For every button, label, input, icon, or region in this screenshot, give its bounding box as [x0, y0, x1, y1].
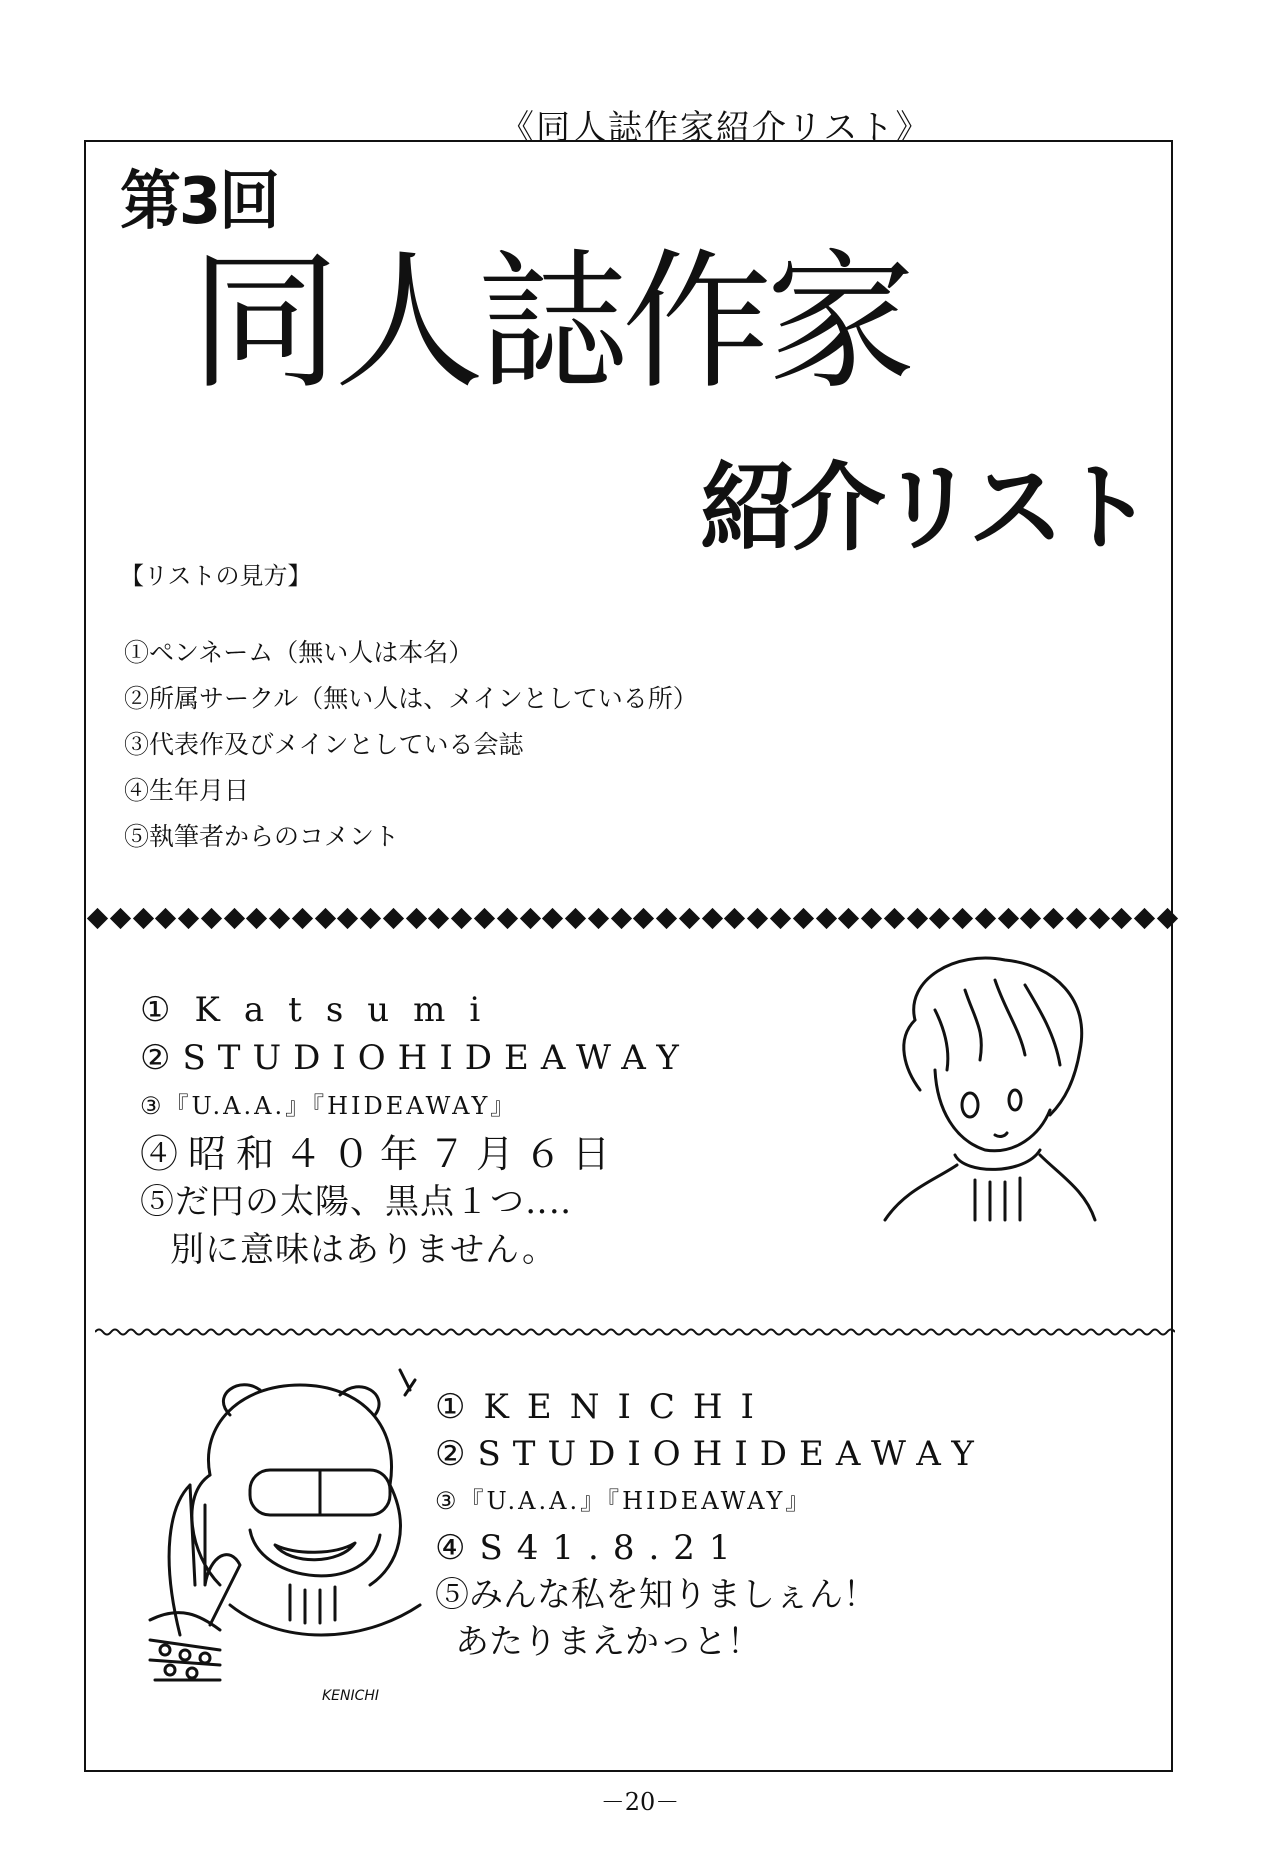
- diamond-ornament: [1043, 907, 1064, 928]
- entry-circle: ②STUDIOHIDEAWAY: [140, 1038, 691, 1078]
- diamond-ornament: [747, 907, 768, 928]
- diamond-ornament: [201, 907, 222, 928]
- legend-item: ①ペンネーム（無い人は本名）: [124, 638, 474, 667]
- legend-item: ④生年月日: [124, 776, 250, 805]
- diamond-ornament: [929, 907, 950, 928]
- diamond-ornament: [87, 907, 108, 928]
- entry-works: ③『U.A.A.』『HIDEAWAY』: [140, 1092, 518, 1120]
- diamond-ornament: [110, 907, 131, 928]
- diamond-ornament: [246, 907, 267, 928]
- diamond-ornament: [1134, 907, 1155, 928]
- diamond-ornament: [451, 907, 472, 928]
- entry-katsumi: [140, 986, 691, 1274]
- diamond-ornament: [519, 907, 540, 928]
- diamond-divider: [90, 906, 1175, 930]
- katsumi-portrait-illustration: [875, 950, 1105, 1230]
- diamond-ornament: [906, 907, 927, 928]
- entry-pen-name: ①Katsumi: [140, 990, 505, 1030]
- diamond-ornament: [428, 907, 449, 928]
- entry-birthday: ④S41.8.21: [435, 1528, 745, 1568]
- diamond-ornament: [406, 907, 427, 928]
- diamond-ornament: [815, 907, 836, 928]
- diamond-ornament: [269, 907, 290, 928]
- diamond-ornament: [952, 907, 973, 928]
- diamond-ornament: [337, 907, 358, 928]
- legend-list: [124, 630, 698, 860]
- legend-heading: 【リストの見方】: [120, 562, 312, 590]
- entry-comment-continued: あたりまえかっと！: [455, 1622, 761, 1662]
- diamond-ornament: [975, 907, 996, 928]
- entry-circle: ②STUDIOHIDEAWAY: [435, 1434, 986, 1474]
- diamond-ornament: [1089, 907, 1110, 928]
- diamond-ornament: [588, 907, 609, 928]
- diamond-ornament: [360, 907, 381, 928]
- entry-birthday: ④昭和４０年７月６日: [140, 1132, 621, 1176]
- diamond-ornament: [155, 907, 176, 928]
- entry-works: ③『U.A.A.』『HIDEAWAY』: [435, 1487, 813, 1515]
- entry-comment-continued: 別に意味はありません。: [170, 1230, 558, 1270]
- diamond-ornament: [178, 907, 199, 928]
- diamond-ornament: [633, 907, 654, 928]
- entry-comment: ⑤みんな私を知りましぇん！: [435, 1575, 877, 1615]
- page-number: －20－: [600, 1788, 680, 1816]
- diamond-ornament: [861, 907, 882, 928]
- diamond-ornament: [1157, 907, 1178, 928]
- diamond-ornament: [679, 907, 700, 928]
- diamond-ornament: [838, 907, 859, 928]
- entry-comment: ⑤だ円の太陽、黒点１つ‥‥: [140, 1182, 573, 1222]
- legend-item: ②所属サークル（無い人は、メインとしている所）: [124, 684, 698, 713]
- diamond-ornament: [292, 907, 313, 928]
- diamond-ornament: [383, 907, 404, 928]
- title-main: 同人誌作家: [190, 236, 911, 410]
- diamond-ornament: [611, 907, 632, 928]
- legend-item: ③代表作及びメインとしている会誌: [124, 730, 524, 759]
- diamond-ornament: [542, 907, 563, 928]
- diamond-ornament: [315, 907, 336, 928]
- diamond-ornament: [656, 907, 677, 928]
- entry-kenichi: [435, 1384, 986, 1666]
- diamond-ornament: [770, 907, 791, 928]
- legend-item: ⑤執筆者からのコメント: [124, 822, 400, 851]
- diamond-ornament: [1111, 907, 1132, 928]
- kenichi-portrait-illustration: [110, 1355, 440, 1695]
- wavy-divider: [95, 1327, 1175, 1337]
- diamond-ornament: [132, 907, 153, 928]
- diamond-ornament: [884, 907, 905, 928]
- diamond-ornament: [724, 907, 745, 928]
- diamond-ornament: [1066, 907, 1087, 928]
- diamond-ornament: [998, 907, 1019, 928]
- diamond-ornament: [565, 907, 586, 928]
- diamond-ornament: [497, 907, 518, 928]
- diamond-ornament: [1020, 907, 1041, 928]
- title-sub: 紹介リスト: [700, 452, 1149, 564]
- entry-pen-name: ①KENICHI: [435, 1387, 772, 1427]
- page-header: 《同人誌作家紹介リスト》: [500, 108, 932, 148]
- diamond-ornament: [474, 907, 495, 928]
- diamond-ornament: [702, 907, 723, 928]
- diamond-ornament: [793, 907, 814, 928]
- kenichi-signature: KENICHI: [322, 1688, 380, 1704]
- title-issue: 第3回: [120, 165, 279, 239]
- diamond-ornament: [223, 907, 244, 928]
